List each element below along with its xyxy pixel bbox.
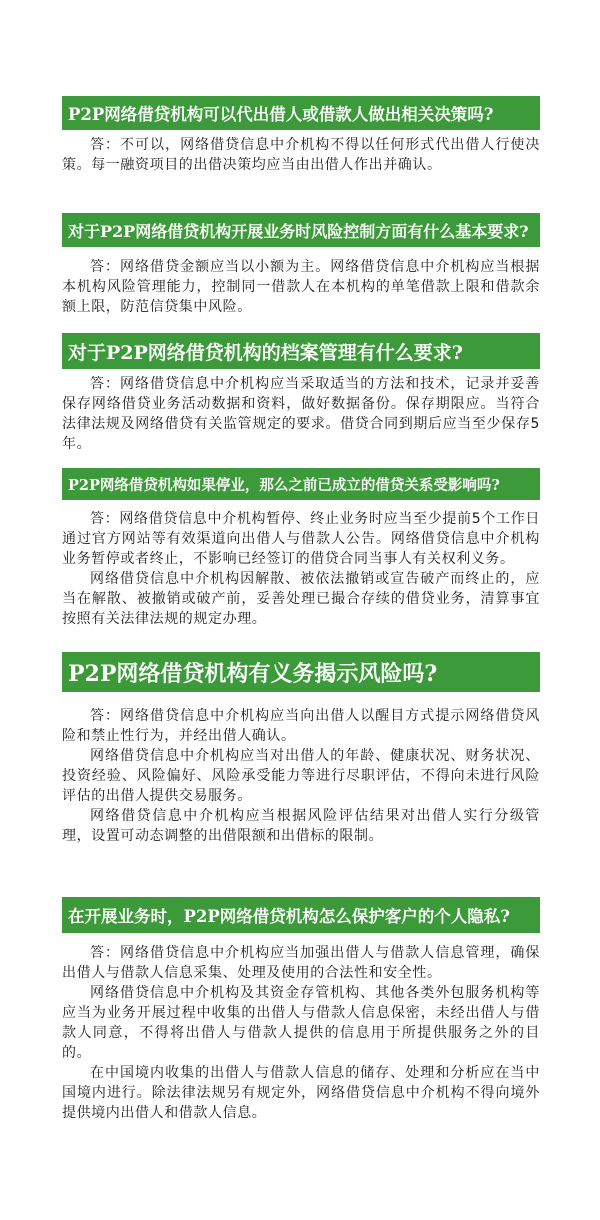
- answer-paragraph: 答：不可以，网络借贷信息中介机构不得以任何形式代出借人行使决策。每一融资项目的出借决策均应当由出借人作出并确认。: [62, 137, 540, 173]
- faq-section-privacy: [62, 897, 540, 1123]
- answer-paragraph: 答：网络借贷信息中介机构应当采取适当的方法和技术，记录并妥善保存网络借贷业务活动数据和资料，做好数据备份。保存期限应。当符合法律法规及网络借贷有关监管规定的要求。借贷合同到期后应当至少保存5年。: [62, 376, 540, 452]
- answer-paragraph: 答：网络借贷金额应当以小额为主。网络借贷信息中介机构应当根据本机构风险管理能力，控制同一借款人在本机构的单笔借款上限和借款余额上限，防范信贷集中风险。: [62, 259, 540, 315]
- answer-paragraph: 网络借贷信息中介机构因解散、被依法撤销或宣告破产而终止的，应当在解散、被撤销或破产前，妥善处理已撮合存续的借贷业务，清算事宜按照有关法律法规的规定办理。: [62, 571, 540, 627]
- answer-paragraph: 答：网络借贷信息中介机构应当加强出借人与借款人信息管理，确保出借人与借款人信息采集、处理及使用的合法性和安全性。: [62, 945, 540, 981]
- answer-paragraph: 网络借贷信息中介机构应当对出借人的年龄、健康状况、财务状况、投资经验、风险偏好、风险承受能力等进行尽职评估，不得向未进行风险评估的出借人提供交易服务。: [62, 748, 540, 804]
- section-body: [62, 247, 540, 317]
- section-title: P2P网络借贷机构如果停业，那么之前已成立的借贷关系受影响吗?: [62, 468, 540, 500]
- section-body: [62, 933, 540, 1123]
- faq-section-decision: [62, 96, 540, 175]
- section-title: P2P网络借贷机构可以代出借人或借款人做出相关决策吗?: [62, 96, 540, 130]
- answer-paragraph: 答：网络借贷信息中介机构应当向出借人以醒目方式提示网络借贷风险和禁止性行为，并经出借人确认。: [62, 708, 540, 744]
- section-body: [62, 500, 540, 629]
- answer-paragraph: 网络借贷信息中介机构及其资金存管机构、其他各类外包服务机构等应当为业务开展过程中收集的出借人与借款人信息保密，未经出借人与借款人同意，不得将出借人与借款人提供的信息用于所提供服务之外的目的。: [62, 985, 540, 1061]
- faq-section-risk-disclosure: [62, 652, 540, 846]
- section-title: 对于P2P网络借贷机构的档案管理有什么要求?: [62, 333, 540, 369]
- section-title: 在开展业务时，P2P网络借贷机构怎么保护客户的个人隐私?: [62, 897, 540, 933]
- answer-paragraph: 答：网络借贷信息中介机构暂停、终止业务时应当至少提前5个工作日通过官方网站等有效渠道向出借人与借款人公告。网络借贷信息中介机构业务暂停或者终止，不影响已经签订的借贷合同当事人有关权利义务。: [62, 511, 540, 567]
- section-body: [62, 369, 540, 454]
- section-title: P2P网络借贷机构有义务揭示风险吗?: [62, 652, 540, 692]
- faq-section-risk-control: [62, 213, 540, 317]
- section-body: [62, 130, 540, 175]
- answer-paragraph: 在中国境内收集的出借人与借款人信息的储存、处理和分析应在当中国境内进行。除法律法规另有规定外，网络借贷信息中介机构不得向境外提供境内出借人和借款人信息。: [62, 1065, 540, 1121]
- answer-paragraph: 网络借贷信息中介机构应当根据风险评估结果对出借人实行分级管理，设置可动态调整的出借限额和出借标的限制。: [62, 808, 540, 844]
- section-body: [62, 692, 540, 846]
- section-title: 对于P2P网络借贷机构开展业务时风险控制方面有什么基本要求?: [62, 213, 540, 247]
- faq-section-suspension: [62, 468, 540, 629]
- faq-section-archive: [62, 333, 540, 454]
